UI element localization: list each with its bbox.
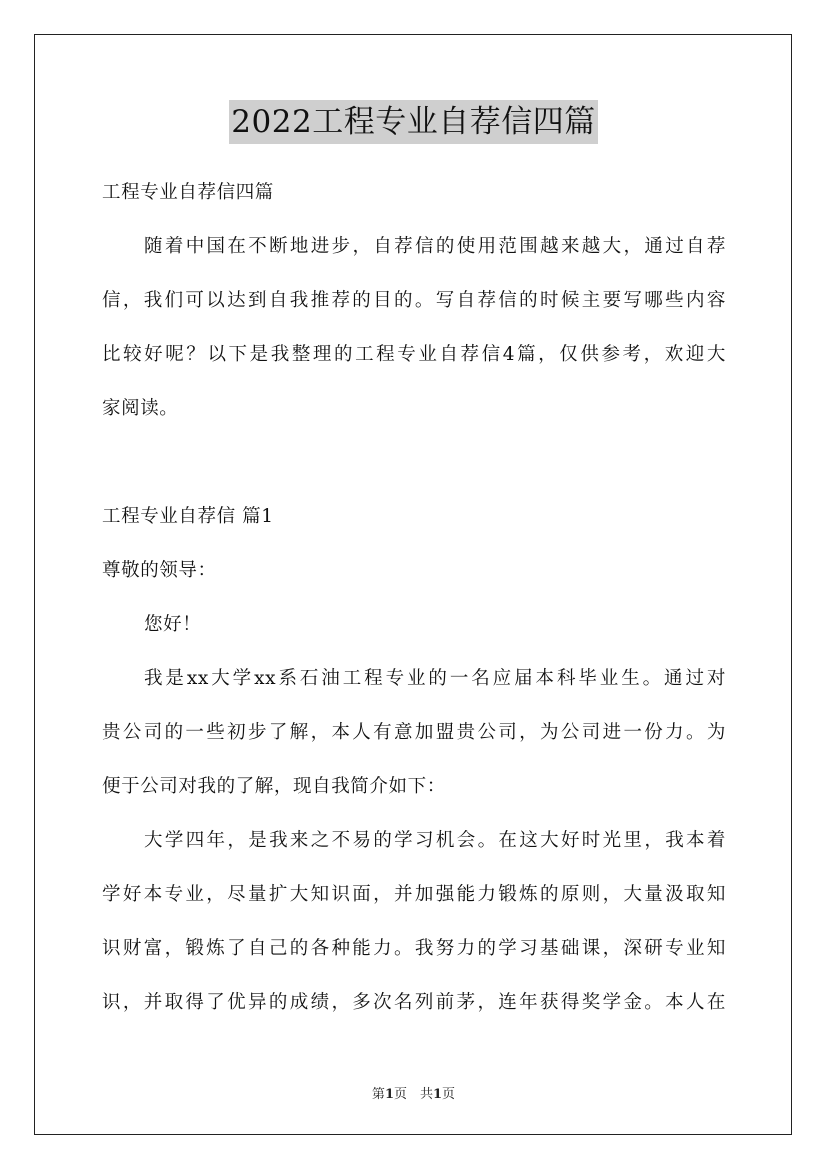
paragraph-line: 识财富，锻炼了自己的各种能力。我努力的学习基础课，深研专业知 [102,938,726,959]
paragraph-line: 学好本专业，尽量扩大知识面，并加强能力锻炼的原则，大量汲取知 [102,884,726,905]
intro-line: 比较好呢？以下是我整理的工程专业自荐信4篇，仅供参考，欢迎大 [102,344,726,365]
intro-line: 家阅读。 [102,398,179,419]
salutation: 尊敬的领导： [102,560,217,581]
intro-line: 随着中国在不断地进步，自荐信的使用范围越来越大，通过自荐 [144,236,726,257]
intro-line: 信，我们可以达到自我推荐的目的。写自荐信的时候主要写哪些内容 [102,290,726,311]
subtitle: 工程专业自荐信四篇 [102,182,274,203]
greeting: 您好！ [144,614,202,635]
title-container [0,100,827,144]
paragraph-line: 便于公司对我的了解，现自我简介如下： [102,776,446,797]
paragraph-line: 大学四年，是我来之不易的学习机会。在这大好时光里，我本着 [144,830,726,851]
paragraph-line: 我是xx大学xx系石油工程专业的一名应届本科毕业生。通过对 [144,668,726,689]
document-title: 2022工程专业自荐信四篇 [229,100,597,144]
footer-page-prefix: 第 [371,1087,385,1102]
page-footer [0,1083,827,1102]
section-heading: 工程专业自荐信 篇1 [102,506,274,527]
footer-page-mid: 页 共 [393,1087,433,1102]
footer-page-total: 1 [433,1087,443,1102]
footer-page-suffix: 页 [442,1087,456,1102]
footer-page-number: 1 [384,1087,394,1102]
paragraph-line: 贵公司的一些初步了解，本人有意加盟贵公司，为公司进一份力。为 [102,722,726,743]
paragraph-line: 识，并取得了优异的成绩，多次名列前茅，连年获得奖学金。本人在 [102,992,726,1013]
